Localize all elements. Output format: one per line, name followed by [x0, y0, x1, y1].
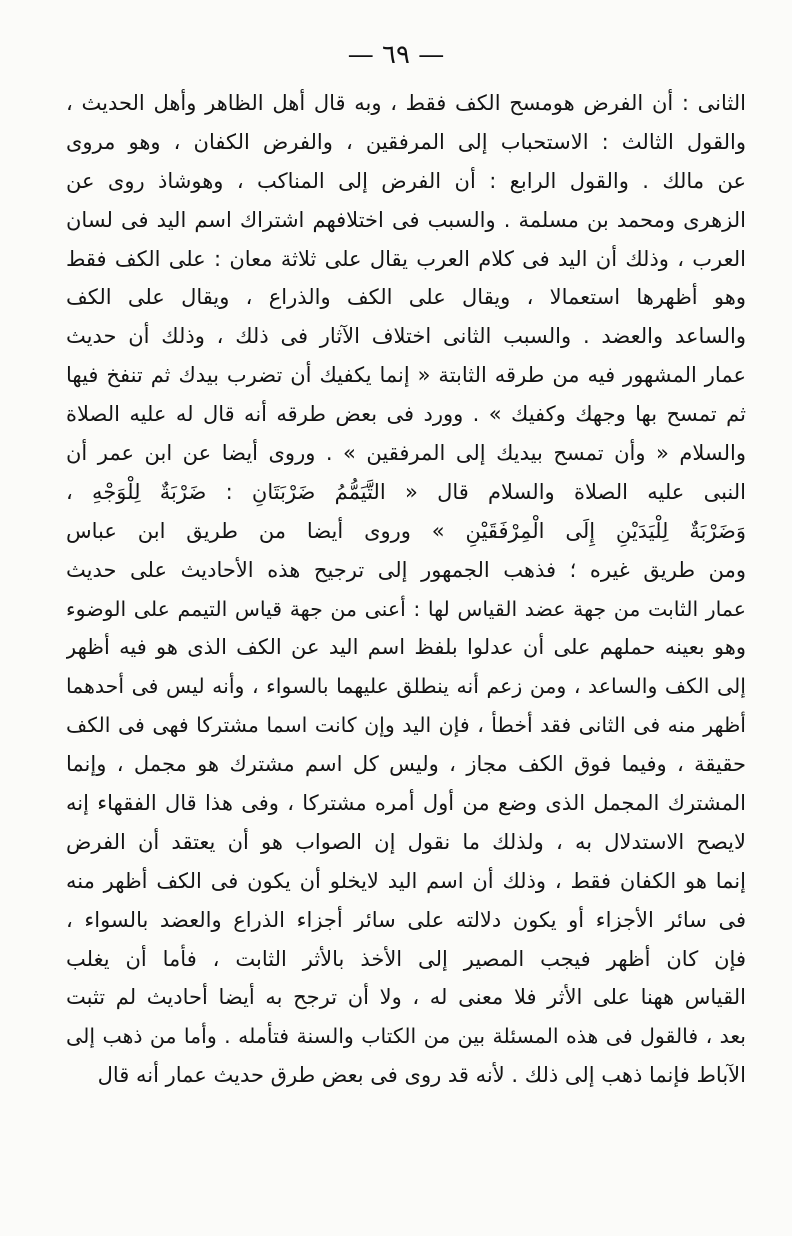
text-line: إلى الكف والساعد ، ومن زعم أنه ينطلق عليهما بالسواء ، وأنه ليس فى أحدهما — [66, 674, 746, 699]
text-line: عن مالك . والقول الرابع : أن الفرض إلى المناكب ، وهوشاذ روى عن — [66, 168, 746, 193]
text-line: والساعد والعضد . والسبب الثانى اختلاف الآثار فى ذلك ، وذلك أن حديث — [66, 324, 746, 349]
text-line: والقول الثالث : الاستحباب إلى المرفقين ، والفرض الكفان ، وهو مروى — [66, 129, 746, 154]
text-line: المشترك المجمل الذى وضع من أول أمره مشتركا ، وفى هذا قال الفقهاء إنه — [66, 791, 746, 816]
text-line: القياس ههنا على الأثر فلا معنى له ، ولا أن ترجح به أيضا أحاديث لم تثبت — [66, 985, 746, 1010]
text-line: والسلام « وأن تمسح بيديك إلى المرفقين » . وروى أيضا عن ابن عمر أن — [66, 441, 746, 466]
text-line: وهو بعينه حملهم على أن عدلوا بلفظ اسم اليد عن الكف الذى هو فيه أظهر — [66, 635, 746, 660]
text-line: فإن كان أظهر فيجب المصير إلى الأخذ بالأثر الثابت ، فأما أن يغلب — [66, 946, 746, 971]
text-line: عمار الثابت من جهة عضد القياس لها : أعنى من جهة قياس التيمم على الوضوء — [66, 596, 746, 621]
text-line: عمار المشهور فيه من طرقه الثابتة « إنما يكفيك أن تضرب بيدك ثم تنفخ فيها — [66, 363, 746, 388]
text-line: وهو أظهرها استعمالا ، ويقال على الكف والذراع ، ويقال على الكف — [66, 285, 746, 310]
text-line: الزهرى ومحمد بن مسلمة . والسبب فى اختلافهم اشتراك اسم اليد فى لسان — [66, 207, 746, 232]
text-line: فى سائر الأجزاء أو يكون دلالته على سائر أجزاء الذراع والعضد بالسواء ، — [66, 907, 746, 932]
text-line: العرب ، وذلك أن اليد فى كلام العرب يقال على ثلاثة معان : على الكف فقط — [66, 246, 746, 271]
text-line: ومن طريق غيره ؛ فذهب الجمهور إلى ترجيح هذه الأحاديث على حديث — [66, 557, 746, 582]
text-line: بعد ، فالقول فى هذه المسئلة بين من الكتاب والسنة فتأمله . وأما من ذهب إلى — [66, 1024, 746, 1049]
body-text — [66, 84, 746, 1095]
text-line: لايصح الاستدلال به ، ولذلك ما نقول إن الصواب هو أن يعتقد أن الفرض — [66, 829, 746, 854]
text-line: أظهر منه فى الثانى فقد أخطأ ، فإن اليد وإن كانت اسما مشتركا فهى فى الكف — [66, 713, 746, 738]
text-line: إنما هو الكفان فقط ، وذلك أن اسم اليد لايخلو أن يكون فى الكف أظهر منه — [66, 868, 746, 893]
text-line: وَضَرْبَةٌ لِلْيَدَيْنِ إِلَى الْمِرْفَقَيْنِ » وروى أيضا من طريق ابن عباس — [66, 518, 746, 543]
page-number: — ٦٩ — — [347, 40, 445, 70]
text-line: النبى عليه الصلاة والسلام قال « التَّيَمُّمُ ضَرْبَتَانِ : ضَرْبَةٌ لِلْوَجْهِ ، — [66, 479, 746, 504]
text-line: ثم تمسح بها وجهك وكفيك » . وورد فى بعض طرقه أنه قال له عليه الصلاة — [66, 402, 746, 427]
text-line: الآباط فإنما ذهب إلى ذلك . لأنه قد روى فى بعض طرق حديث عمار أنه قال — [97, 1063, 746, 1088]
text-line: حقيقة ، وفيما فوق الكف مجاز ، وليس كل اسم مشترك هو مجمل ، وإنما — [66, 752, 746, 777]
text-line: الثانى : أن الفرض هومسح الكف فقط ، وبه قال أهل الظاهر وأهل الحديث ، — [66, 91, 746, 115]
